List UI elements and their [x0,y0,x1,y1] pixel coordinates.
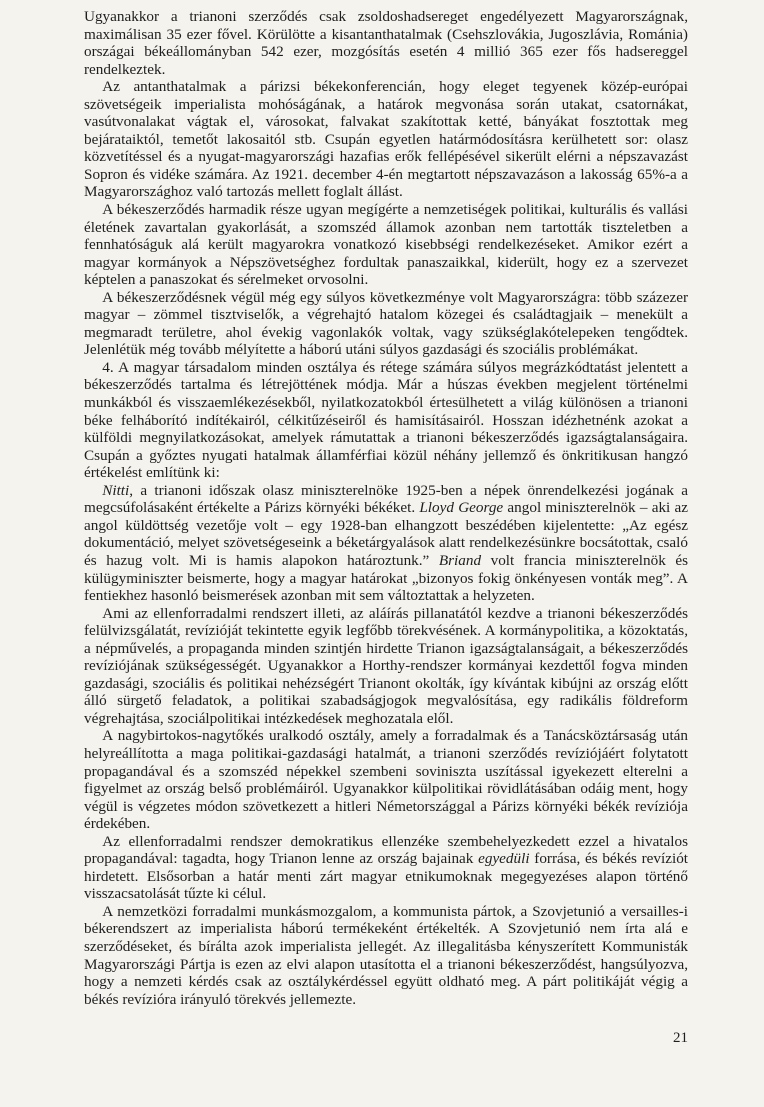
text-run: , a trianoni időszak olasz miniszterelnöke 1925-ben a népek önrendelkezési jogának a megcsúfolásaként értékelte a Párizs környéki békéket. [84,481,688,517]
text-run: forrása, és békés revíziót hirdetett. Elsősorban a határ menti zárt magyar etnikumoknak megegyezéses alapon történő visszacsatolását tűzte ki célul. [84,850,689,903]
paragraph-7 [84,605,688,728]
text-run: Az ellenforradalmi rendszer demokratikus ellenzéke szembehelyezkedett ezzel a hivatalos propagandával: tagadta, hogy Trianon lenne az ország bajainak [84,832,688,868]
paragraph-3 [84,201,688,289]
text-run: A békeszerződés harmadik része ugyan megígérte a nemzetiségek politikai, kulturális és vallási életének zavartalan gyakorlását, a szomszéd államok azonban nem tartották tiszteletben a fennhatóságuk alá került magyarokra vonatkozó kisebbségi rendelkezéseket. Amikor ezért a magyar kormányok a Népszövetséghez fordultak panaszaikkal, kiderült, hogy ez a szervezet képtelen a panaszokat és sérelmeket orvosolni. [84,201,688,289]
text-run: A nemzetközi forradalmi munkásmozgalom, a kommunista pártok, a Szovjetunió a versailles-i békerendszert az imperialista háború termékeként értékelték. A Szovjetunió nem írta alá e szerződéseket, és bírálta azok imperialista jellegét. Az illegalitásba kényszerített Kommunisták Magyarországi Pártja is ezen az elvi alapon utasította el a trianoni békeszerződést, hangsúlyozva, hogy a nemzeti kérdés csak az osztálykérdéssel együtt oldható meg. A párt politikáját végig a békés revízióra irányuló törekvés jellemezte. [84,902,688,1008]
page-number: 21 [673,1030,688,1046]
paragraph-10 [84,903,688,1008]
text-run: volt francia miniszterelnök és külügyminiszter beismerte, hogy a magyar határokat „bizonyos fokig önkényesen vonták meg”. A fentiekhez hasonló beismerések azonban mit sem változtattak a helyzeten. [84,551,688,605]
italic-name: Nitti [102,481,130,499]
paragraph-9 [84,833,688,903]
italic-name: Briand [438,551,482,569]
italic-name: egyedüli [478,850,530,868]
text-run: angol miniszterelnök – aki az angol küldöttség vezetője volt – egy 1928-ban elhangzott beszédében kijelentette: „Az egész dokumentáció, melyet szövetségeseink a béketárgyalások alatt rendelkezésünkre bocsátottak, csaló és hazug volt. Mi is hamis alapokon határoztunk.” [84,499,688,569]
paragraph-1 [84,8,688,78]
text-run: A nagybirtokos-nagytőkés uralkodó osztály, amely a forradalmak és a Tanácsköztársaság után helyreállította a maga politikai-gazdasági hatalmát, a trianoni szerződés revíziójáért folytatott propagandával és a szomszéd népekkel szembeni soviniszta uszítással igyekezett elterelni a figyelmet az ország belső problémáiról. Ugyanakkor külpolitikai rövidlátásában odáig ment, hogy végül is végzetes módon szövetkezett a hitleri Németországgal a Párizs környéki békék revíziója érdekében. [84,727,688,833]
italic-name: Lloyd George [419,499,504,517]
paragraph-8 [84,727,688,832]
paragraph-5 [84,359,688,482]
text-run: Az antanthatalmak a párizsi békekonferencián, hogy eleget tegyenek közép-európai szövetségeik imperialista mohóságának, a határok megvonása során utakat, csatornákat, vasútvonalakat vágtak el, városokat, falvakat szakítottak ketté, bányákat fosztottak meg bejárataiktól, temetőt lakosaitól stb. Csupán egyetlen határmódosításra kerülhetett sor: olasz közvetítéssel és a nyugat-magyarországi hazafias erők fellépésével sikerült elérni a népszavazást Sopron és vidéke számára. Az 1921. december 4-én megtartott népszavazáson a lakosság 65%-a a Magyarországhoz való tartozás mellett foglalt állást. [84,78,688,201]
paragraph-2 [84,78,688,201]
paragraph-6 [84,482,688,605]
text-run: Ugyanakkor a trianoni szerződés csak zsoldoshadsereget engedélyezett Magyarországnak, maximálisan 35 ezer fővel. Körülötte a kisantanthatalmak (Csehszlovákia, Jugoszlávia, Románia) országai békeállományban 542 ezer, mozgósítás esetén 4 millió 365 ezer fős hadsereggel rendelkeztek. [84,8,688,78]
text-run: A békeszerződésnek végül még egy súlyos következménye volt Magyarországra: több százezer magyar – zömmel tisztviselők, a végrehajtó hatalom közegei és családtagjaik – menekült a megmaradt területre, ahol évekig vagonlakók voltak, vagy szükséglakótelepeken tengődtek. Jelenlétük még tovább mélyítette a háború utáni súlyos gazdasági és szociális problémákat. [84,288,688,359]
paragraph-4 [84,289,688,359]
text-run: 4. A magyar társadalom minden osztálya és rétege számára súlyos megrázkódtatást jelentett a békeszerződés tartalma és létrejöttének módja. Már a húszas években megjelent történelmi munkákból és visszaemlékezésekből, nyilatkozatokból értesülhetett a világ különösen a trianoni béke felháborító indítékairól, célkitűzéseiről és hamisításairól. Hosszan idézhetnénk azokat a külföldi megnyilatkozásokat, amelyek rámutattak a trianoni békeszerződés igazságtalanságaira. Csupán a győztes nyugati hatalmak államférfiai közül néhány jellemző és önkritikusan hangzó értékelést említünk ki: [84,358,688,482]
text-run: Ami az ellenforradalmi rendszert illeti, az aláírás pillanatától kezdve a trianoni békeszerződés felülvizsgálatát, revízióját tekintette egyik legfőbb törekvésének. A kormánypolitika, a közoktatás, a népművelés, a propaganda minden szintjén hirdette Trianon igazságtalanságait, a békeszerződés revíziójának szükségességét. Ugyanakkor a Horthy-rendszer kormányai kezdettől fogva minden gazdasági, szociális és politikai nehézségért Trianont okolták, így kívántak kibújni az ország előtt álló sürgető feladatok, a politikai szabadságjogok megvalósítása, egy radikális földreform végrehajtása, szociálpolitikai intézkedések meghozatala elől. [84,604,688,727]
